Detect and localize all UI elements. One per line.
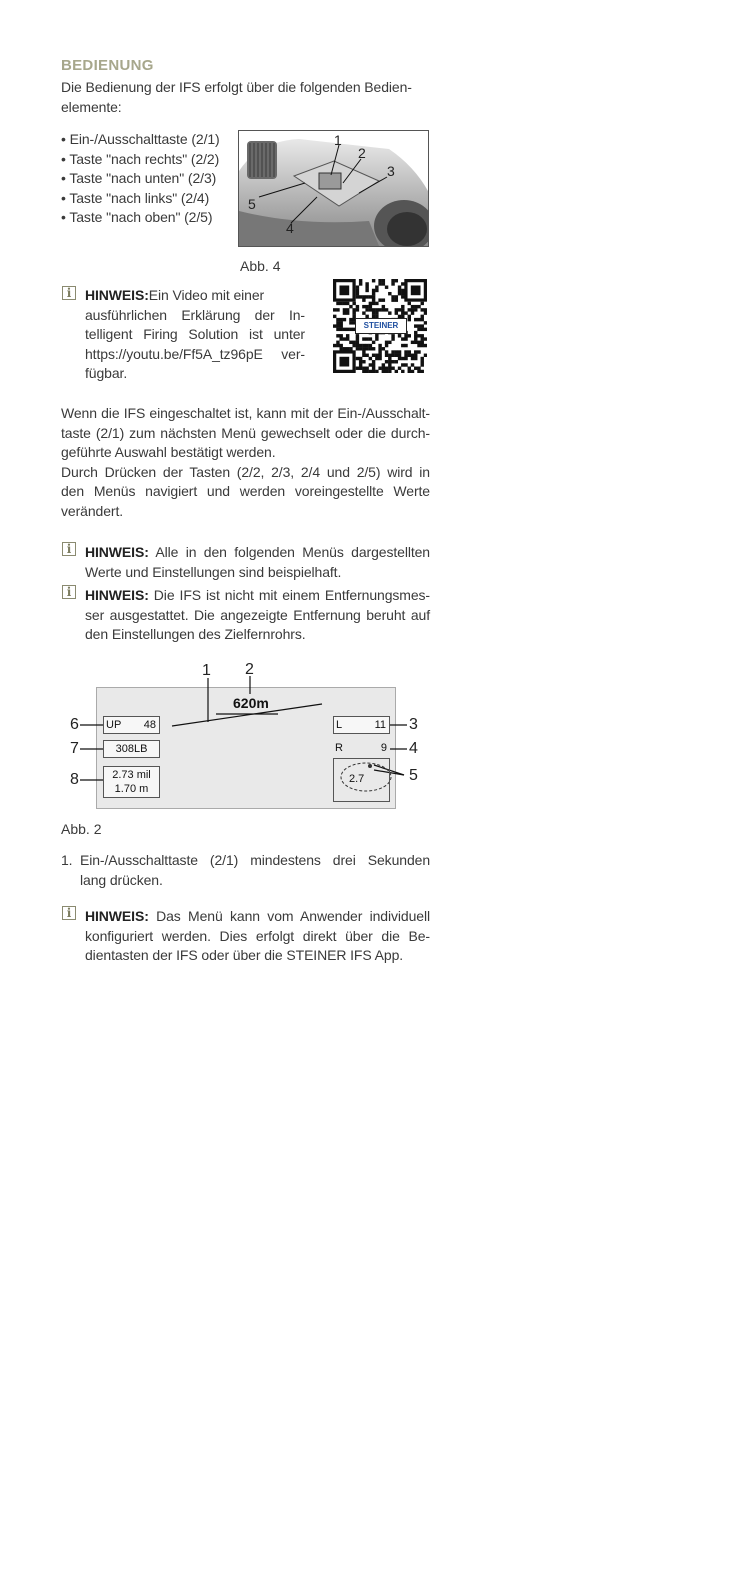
holdover-box (103, 766, 160, 798)
meter-value: 1.70 m (114, 783, 149, 795)
list-item: • Taste "nach links" (2/4) (61, 189, 210, 206)
callout-4: 4 (286, 220, 294, 236)
wind-value: 2.7 (349, 773, 365, 785)
right-value: 9 (380, 742, 387, 754)
note-label: HINWEIS: (85, 287, 149, 303)
info-icon: i (62, 585, 76, 599)
note-line: Das Menü kann vom Anwender individuell (156, 908, 430, 924)
controls-list (61, 130, 220, 228)
up-value: 48 (143, 719, 156, 731)
intro-line-1: Die Bedienung der IFS erfolgt über die folgenden Bedien- (61, 79, 412, 95)
note-menu-config (85, 907, 430, 966)
note-line: Die IFS ist nicht mit einem Entfernungsmes- (153, 587, 430, 603)
callout-5: 5 (409, 767, 418, 784)
note-line: telligent Firing Solution ist unter (85, 326, 305, 342)
intro-text (61, 78, 430, 117)
callout-7: 7 (70, 740, 79, 757)
note-label: HINWEIS: (85, 587, 149, 603)
note-line: ausführlichen Erklärung der In- (85, 306, 305, 323)
info-icon: i (62, 542, 76, 556)
callout-4: 4 (409, 740, 418, 757)
up-label: UP (106, 719, 122, 731)
paragraph-line: Durch Drücken der Tasten (2/2, 2/3, 2/4 und 2/5) wird in (61, 463, 430, 480)
left-value: 11 (374, 719, 386, 731)
list-item: • Taste "nach oben" (2/5) (61, 209, 213, 225)
display-diagram (60, 660, 430, 815)
right-box (333, 740, 390, 758)
qr-code[interactable] (333, 279, 427, 373)
step-1 (61, 851, 430, 890)
note-label: HINWEIS: (85, 908, 149, 924)
up-box (103, 716, 160, 734)
info-icon: i (62, 286, 76, 300)
step-line: Ein-/Ausschalttaste (2/1) mindestens drei Sekunden (80, 852, 430, 868)
step-number: 1. (61, 852, 73, 868)
note-label: HINWEIS: (85, 544, 149, 560)
callout-3: 3 (387, 163, 395, 179)
device-photo (238, 130, 429, 247)
wind-box (333, 758, 390, 802)
list-item: • Taste "nach rechts" (2/2) (61, 150, 220, 167)
callout-5: 5 (248, 196, 256, 212)
note-video (85, 286, 305, 384)
note-line: Ein Video mit einer (148, 287, 265, 303)
left-box (333, 716, 390, 734)
figure1-caption: Abb. 4 (240, 258, 281, 274)
note-line: dientasten der IFS oder über die STEINER IFS App. (85, 947, 404, 963)
note-line: Werte und Einstellungen sind beispielhaft. (85, 563, 342, 580)
paragraph-line: den Menüs navigiert und werden voreingestellte Werte (61, 483, 430, 499)
figure2-caption: Abb. 2 (61, 821, 102, 837)
paragraph-line: taste (2/1) zum nächsten Menü gewechselt oder die durch- (61, 424, 430, 441)
callout-3: 3 (409, 716, 418, 733)
mil-value: 2.73 mil (112, 769, 151, 781)
note-line: den Einstellungen des Zielfernrohrs. (85, 626, 306, 642)
callout-2: 2 (358, 145, 366, 161)
paragraph-controls (61, 404, 430, 521)
note-line: fügbar. (85, 365, 128, 381)
note-line: konfiguriert werden. Dies erfolgt direkt über die Be- (85, 927, 430, 944)
step-line: lang drücken. (80, 871, 163, 888)
left-label: L (336, 719, 343, 731)
note-menus (85, 543, 430, 582)
intro-line-2: elemente: (61, 98, 122, 115)
paragraph-line: geführte Auswahl bestätigt werden. (61, 444, 276, 460)
right-label: R (335, 742, 343, 754)
device-illustration (239, 131, 428, 246)
video-link[interactable]: https://youtu.be/Ff5A_tz96pE ver- (85, 345, 305, 362)
list-item: • Taste "nach unten" (2/3) (61, 170, 217, 186)
note-range (85, 586, 430, 645)
note-line: Alle in den folgenden Menüs dargestellten (155, 544, 430, 560)
paragraph-line: Wenn die IFS eingeschaltet ist, kann mit der Ein-/Ausschalt- (61, 405, 430, 421)
paragraph-line: verändert. (61, 502, 124, 519)
callout-1: 1 (202, 662, 211, 679)
info-icon: i (62, 906, 76, 920)
ammo-box: 308LB (103, 740, 160, 758)
callout-1: 1 (334, 132, 342, 148)
callout-2: 2 (245, 661, 254, 678)
list-item: • Ein-/Ausschalttaste (2/1) (61, 131, 220, 147)
callout-6: 6 (70, 716, 79, 733)
note-line: ser ausgestattet. Die angezeigte Entfernung beruht auf (85, 606, 430, 623)
distance-display: 620m (233, 695, 269, 711)
qr-steiner-logo: STEINER (355, 318, 407, 334)
callout-8: 8 (70, 771, 79, 788)
section-heading: BEDIENUNG (61, 57, 154, 74)
